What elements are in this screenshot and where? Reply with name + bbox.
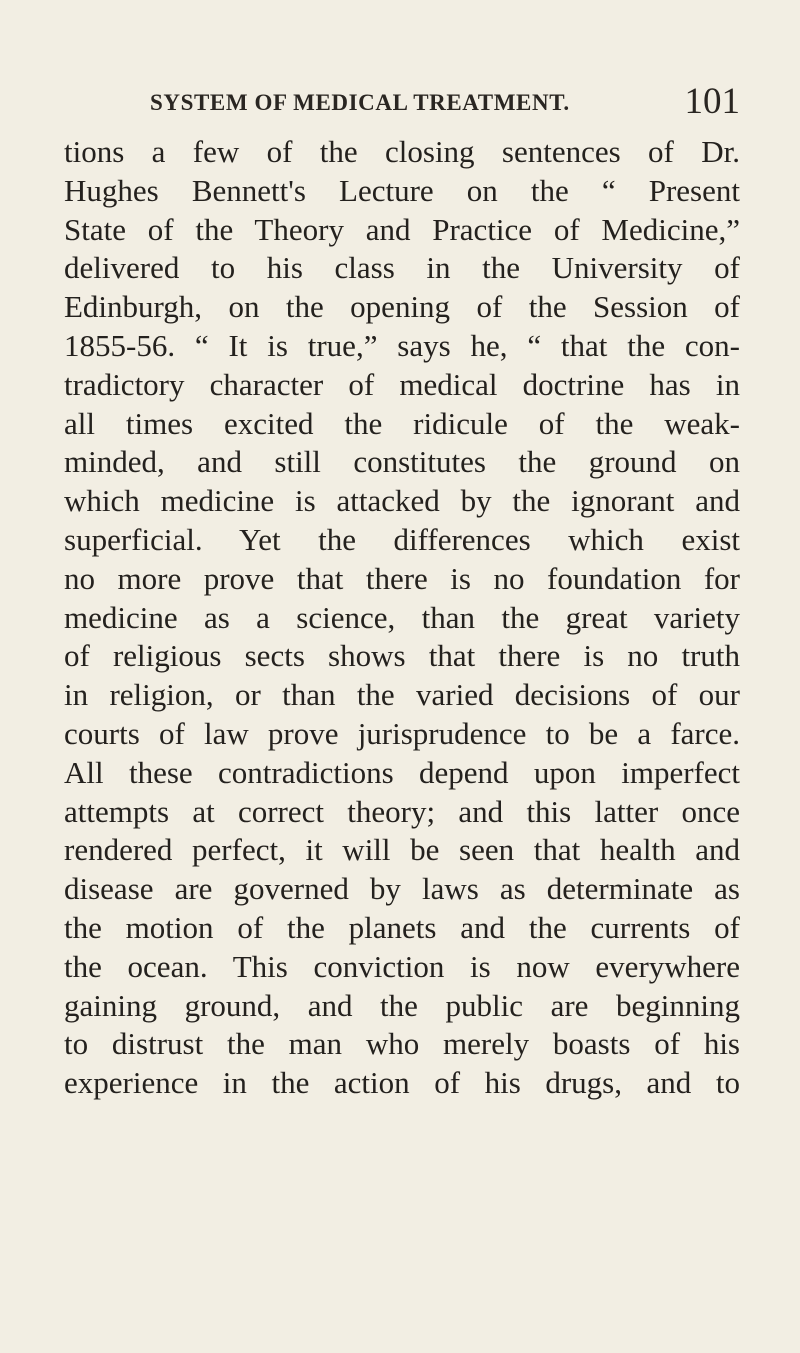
- running-head: [150, 80, 740, 124]
- text-line: experience in the action of his drugs, and to: [64, 1065, 740, 1101]
- text-line: courts of law prove jurisprudence to be a farce.: [64, 715, 740, 751]
- text-line: delivered to his class in the University of: [64, 250, 740, 286]
- text-line: no more prove that there is no foundation for: [64, 560, 740, 596]
- text-line: gaining ground, and the public are beginning: [64, 987, 740, 1023]
- text-line: the ocean. This conviction is now everywhere: [64, 948, 740, 984]
- running-title: SYSTEM OF MEDICAL TREATMENT.: [150, 90, 570, 115]
- text-line: disease are governed by laws as determinate as: [64, 871, 740, 907]
- text-line: minded, and still constitutes the ground on: [64, 444, 740, 480]
- page-number: 101: [684, 81, 740, 122]
- text-line: of religious sects shows that there is no truth: [64, 638, 740, 674]
- text-line: Edinburgh, on the opening of the Session of: [64, 289, 740, 325]
- text-line: tions a few of the closing sentences of Dr.: [64, 134, 740, 169]
- text-line: 1855-56. “ It is true,” says he, “ that the con-: [64, 327, 740, 363]
- text-line: State of the Theory and Practice of Medicine,”: [64, 211, 740, 247]
- text-line: all times excited the ridicule of the weak-: [64, 405, 740, 441]
- text-line: Hughes Bennett's Lecture on the “ Present: [64, 172, 740, 208]
- text-line: superficial. Yet the differences which exist: [64, 521, 740, 557]
- text-line: All these contradictions depend upon imperfect: [64, 754, 740, 790]
- text-line: tradictory character of medical doctrine has in: [64, 366, 740, 402]
- text-line: attempts at correct theory; and this latter once: [64, 793, 740, 829]
- text-line: to distrust the man who merely boasts of his: [64, 1026, 740, 1062]
- text-line: in religion, or than the varied decisions of our: [64, 677, 740, 713]
- text-line: medicine as a science, than the great variety: [64, 599, 740, 635]
- text-line: the motion of the planets and the currents of: [64, 909, 740, 945]
- body-paragraph: [64, 133, 740, 1103]
- text-line: rendered perfect, it will be seen that health and: [64, 832, 740, 868]
- text-line: which medicine is attacked by the ignorant and: [64, 483, 740, 519]
